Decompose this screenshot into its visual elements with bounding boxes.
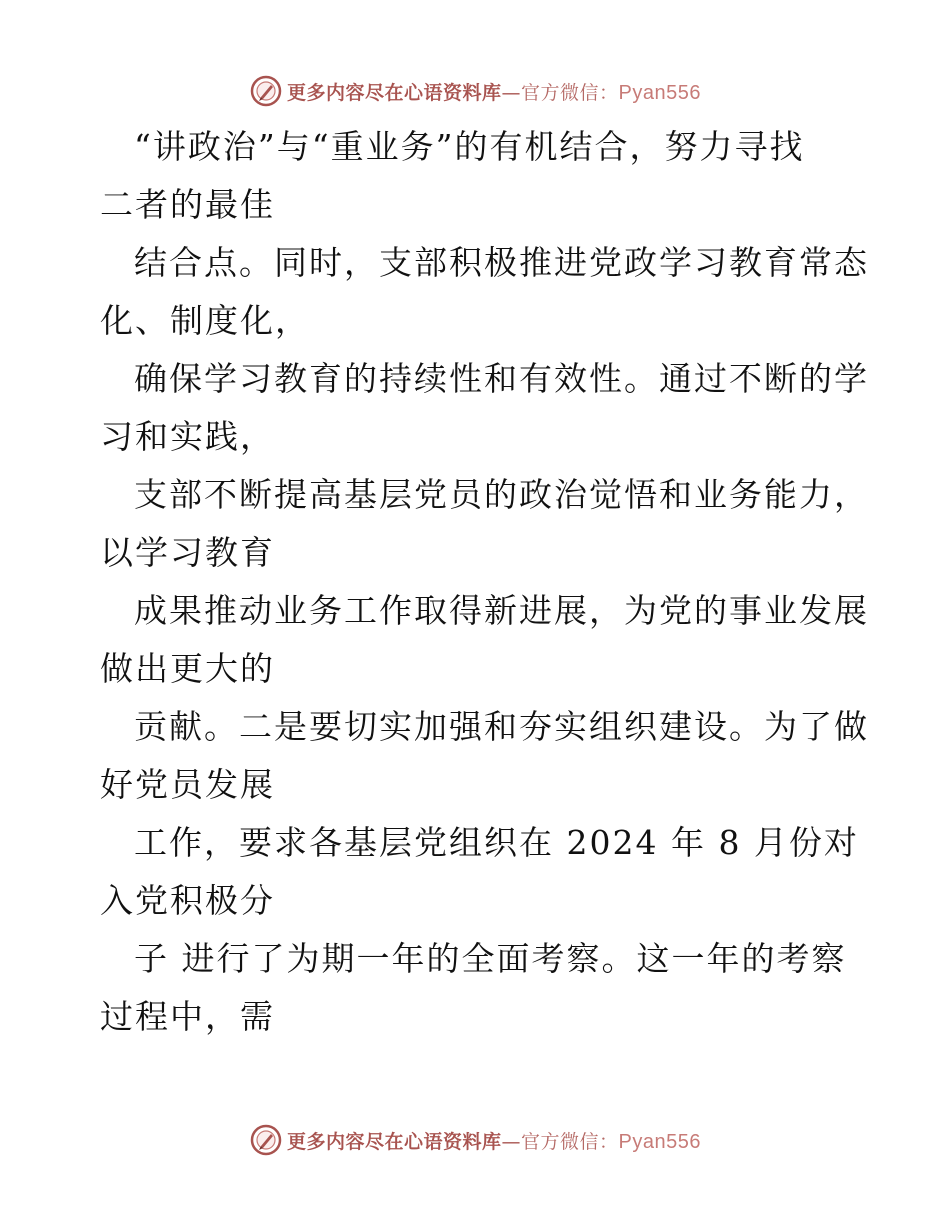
pen-nib-logo-icon	[249, 1123, 283, 1157]
watermark-text	[287, 78, 701, 105]
paragraph-line: 子 进行了为期一年的全面考察。这一年的考察	[134, 939, 847, 978]
paragraph-line: 二者的最佳	[100, 185, 275, 224]
watermark-text	[287, 1127, 701, 1154]
watermark-dash: —	[501, 1130, 522, 1153]
paragraph-line: 成果推动业务工作取得新进展，为党的事业发展	[134, 591, 869, 630]
paragraph-line: 工作，要求各基层党组织在 2024 年 8 月份对	[134, 823, 859, 862]
paragraph-line: 入党积极分	[100, 881, 275, 920]
paragraph-line: 确保学习教育的持续性和有效性。通过不断的学	[134, 359, 869, 398]
watermark-wechat-id: Pyan556	[618, 1130, 701, 1153]
paragraph-line: 支部不断提高基层党员的政治觉悟和业务能力，	[134, 475, 869, 514]
header-watermark	[0, 71, 950, 111]
paragraph-line: “讲政治”与“重业务”的有机结合，努力寻找	[134, 127, 805, 166]
paragraph-line: 好党员发展	[100, 765, 275, 804]
paragraph-line: 习和实践，	[100, 417, 275, 456]
paragraph-line: 过程中，需	[100, 997, 275, 1036]
watermark-dash: —	[501, 81, 522, 104]
paragraph-line: 做出更大的	[100, 649, 275, 688]
paragraph-line: 以学习教育	[100, 533, 275, 572]
watermark-sub: 官方微信：	[521, 81, 619, 104]
paragraph-line: 结合点。同时，支部积极推进党政学习教育常态	[134, 243, 869, 282]
watermark-sub: 官方微信：	[521, 1130, 619, 1153]
watermark-main: 更多内容尽在心语资料库	[287, 1130, 502, 1153]
watermark-wechat-id: Pyan556	[618, 81, 701, 104]
watermark-main: 更多内容尽在心语资料库	[287, 81, 502, 104]
document-body	[100, 118, 869, 1046]
paragraph-line: 化、制度化，	[100, 301, 310, 340]
pen-nib-logo-icon	[249, 74, 283, 108]
paragraph-line: 贡献。二是要切实加强和夯实组织建设。为了做	[134, 707, 869, 746]
footer-watermark	[0, 1120, 950, 1160]
